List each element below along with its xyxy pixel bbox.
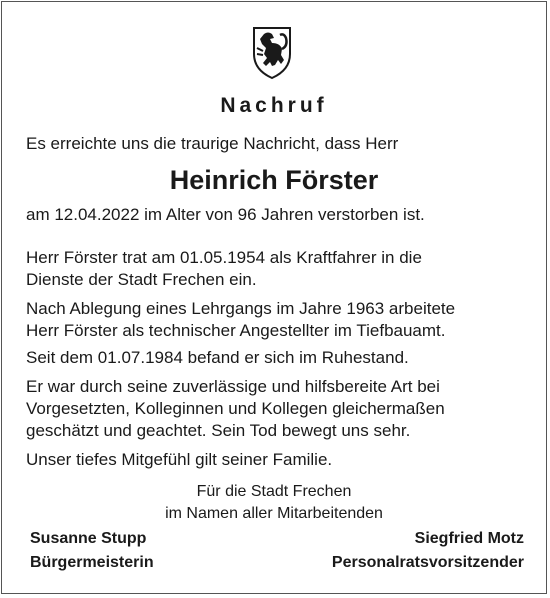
- signatory-left: [30, 527, 154, 575]
- lion-crest-icon: [248, 24, 296, 80]
- retirement-paragraph: [26, 347, 526, 369]
- condolence-paragraph: [26, 449, 526, 471]
- signatory-role: Personalratsvorsitzender: [331, 554, 524, 571]
- text-line: Nach Ablegung eines Lehrgangs im Jahre 1963 arbeitete: [26, 299, 456, 318]
- signatory-name: Siegfried Motz: [414, 530, 524, 547]
- intro-text: Es erreichte uns die traurige Nachricht, dass Herr: [26, 134, 399, 153]
- obituary-body: [26, 247, 526, 476]
- text-line: Herr Förster trat am 01.05.1954 als Kraftfahrer in die: [26, 248, 422, 267]
- signatory-right: [332, 527, 524, 575]
- text-line: Dienste der Stadt Frechen ein.: [26, 270, 257, 289]
- tribute-paragraph: [26, 376, 526, 442]
- organization-block: [2, 481, 546, 525]
- text-line: Vorgesetzten, Kolleginnen und Kollegen gleichermaßen: [26, 399, 445, 418]
- death-info: am 12.04.2022 im Alter von 96 Jahren verstorben ist.: [26, 205, 425, 224]
- obituary-title: Nachruf: [220, 94, 328, 117]
- obituary-notice: [1, 1, 547, 594]
- signatory-role: Bürgermeisterin: [30, 554, 154, 571]
- training-paragraph: [26, 298, 526, 342]
- organization-line: im Namen aller Mitarbeitenden: [165, 505, 383, 522]
- text-line: Er war durch seine zuverlässige und hilfsbereite Art bei: [26, 377, 440, 396]
- text-line: Herr Förster als technischer Angestellter im Tiefbauamt.: [26, 321, 446, 340]
- career-paragraph: [26, 247, 526, 291]
- text-line: Seit dem 01.07.1984 befand er sich im Ruhestand.: [26, 348, 409, 367]
- text-line: geschätzt und geachtet. Sein Tod bewegt uns sehr.: [26, 421, 411, 440]
- signatory-name: Susanne Stupp: [30, 530, 147, 547]
- organization-line: Für die Stadt Frechen: [196, 483, 352, 500]
- text-line: Unser tiefes Mitgefühl gilt seiner Familie.: [26, 450, 333, 469]
- deceased-name: Heinrich Förster: [169, 165, 379, 195]
